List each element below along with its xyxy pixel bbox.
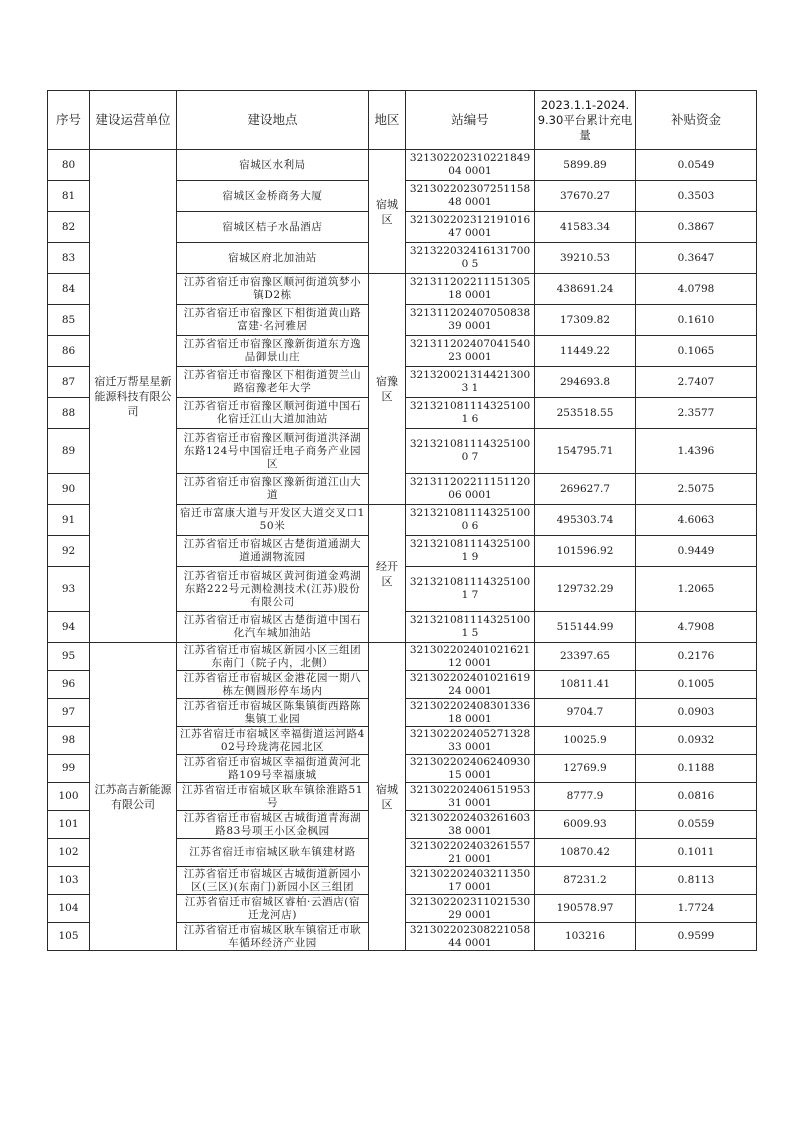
energy-cell: 103216 — [535, 923, 636, 951]
energy-cell: 10870.42 — [535, 839, 636, 867]
region-cell-sucheng: 宿城区 — [369, 150, 406, 274]
subsidy-cell: 0.1011 — [636, 839, 757, 867]
energy-cell: 23397.65 — [535, 643, 636, 671]
subsidy-cell: 2.3577 — [636, 398, 757, 429]
energy-cell: 101596.92 — [535, 536, 636, 567]
location-cell: 江苏省宿迁市宿城区幸福街道运河路402号玲珑湾花园北区 — [177, 727, 369, 755]
location-cell: 江苏省宿迁市宿城区古城街道新园小区(三区)(东南门)新园小区三组团 — [177, 867, 369, 895]
seq-cell: 82 — [48, 212, 90, 243]
station-cell: 3213220324161317000 5 — [406, 243, 535, 274]
subsidy-cell: 0.2176 — [636, 643, 757, 671]
seq-cell: 85 — [48, 305, 90, 336]
location-cell: 江苏省宿迁市宿城区睿柏·云酒店(宿迁龙河店) — [177, 895, 369, 923]
seq-cell: 83 — [48, 243, 90, 274]
subsidy-cell: 4.0798 — [636, 274, 757, 305]
energy-cell: 129732.29 — [535, 567, 636, 612]
station-cell: 32131120221115112006 0001 — [406, 474, 535, 505]
seq-cell: 81 — [48, 181, 90, 212]
station-cell: 3213210811143251000 6 — [406, 505, 535, 536]
seq-cell: 104 — [48, 895, 90, 923]
subsidy-cell: 1.7724 — [636, 895, 757, 923]
location-cell: 江苏省宿迁市宿城区幸福街道黄河北路109号幸福康城 — [177, 755, 369, 783]
station-cell: 32130220240830133618 0001 — [406, 699, 535, 727]
location-cell: 江苏省宿迁市宿城区耿车镇宿迁市耿车循环经济产业园 — [177, 923, 369, 951]
location-cell: 江苏省宿迁市宿城区新园小区三组团东南门（院子内，北侧） — [177, 643, 369, 671]
subsidy-cell: 0.3647 — [636, 243, 757, 274]
subsidy-cell: 4.6063 — [636, 505, 757, 536]
unit-cell-wanbang: 宿迁万帮星星新能源科技有限公司 — [90, 150, 177, 643]
location-cell: 江苏省宿迁市宿城区金港花园一期八栋左侧圆形停车场内 — [177, 671, 369, 699]
subsidy-cell: 0.0549 — [636, 150, 757, 181]
location-cell: 江苏省宿迁市宿城区陈集镇街西路陈集镇工业园 — [177, 699, 369, 727]
station-cell: 32130220240615195331 0001 — [406, 783, 535, 811]
subsidy-cell: 0.1005 — [636, 671, 757, 699]
energy-cell: 269627.7 — [535, 474, 636, 505]
location-cell: 宿城区府北加油站 — [177, 243, 369, 274]
location-cell: 江苏省宿迁市宿城区古楚街道通湖大道通湖物流园 — [177, 536, 369, 567]
location-cell: 江苏省宿迁市宿城区古城街道青海湖路83号项王小区金枫园 — [177, 811, 369, 839]
station-cell: 32130220240102162112 0001 — [406, 643, 535, 671]
subsidy-cell: 2.5075 — [636, 474, 757, 505]
station-cell: 32131120240704154023 0001 — [406, 336, 535, 367]
header-seq: 序号 — [48, 91, 90, 150]
header-subsidy: 补贴资金 — [636, 91, 757, 150]
seq-cell: 88 — [48, 398, 90, 429]
region-cell-sucheng-b: 宿城区 — [369, 643, 406, 951]
seq-cell: 91 — [48, 505, 90, 536]
seq-cell: 80 — [48, 150, 90, 181]
energy-cell: 11449.22 — [535, 336, 636, 367]
location-cell: 宿城区水利局 — [177, 150, 369, 181]
station-cell: 32130220231219101647 0001 — [406, 212, 535, 243]
subsidy-cell: 0.0559 — [636, 811, 757, 839]
seq-cell: 87 — [48, 367, 90, 398]
header-energy: 2023.1.1-2024.9.30平台累计充电量 — [535, 91, 636, 150]
energy-cell: 9704.7 — [535, 699, 636, 727]
subsidy-cell: 0.3503 — [636, 181, 757, 212]
energy-cell: 10025.9 — [535, 727, 636, 755]
station-cell: 32130220240321135017 0001 — [406, 867, 535, 895]
subsidy-cell: 0.1065 — [636, 336, 757, 367]
location-cell: 江苏省宿迁市宿城区耿车镇徐淮路51号 — [177, 783, 369, 811]
table-row — [48, 150, 757, 181]
seq-cell: 101 — [48, 811, 90, 839]
station-cell: 3213200213144213003 1 — [406, 367, 535, 398]
seq-cell: 103 — [48, 867, 90, 895]
station-cell: 32130220240527132833 0001 — [406, 727, 535, 755]
station-cell: 32130220240102161924 0001 — [406, 671, 535, 699]
station-cell: 32131120221115130518 0001 — [406, 274, 535, 305]
subsidy-cell: 0.0932 — [636, 727, 757, 755]
unit-cell-gaoji: 江苏高吉新能源有限公司 — [90, 643, 177, 951]
station-cell: 32130220240326155721 0001 — [406, 839, 535, 867]
location-cell: 江苏省宿迁市宿城区黄河街道金鸡湖东路222号元测检测技术(江苏)股份有限公司 — [177, 567, 369, 612]
station-cell: 32130220231102153029 0001 — [406, 895, 535, 923]
seq-cell: 102 — [48, 839, 90, 867]
seq-cell: 99 — [48, 755, 90, 783]
subsidy-cell: 0.8113 — [636, 867, 757, 895]
subsidy-cell: 0.0816 — [636, 783, 757, 811]
subsidy-cell: 0.3867 — [636, 212, 757, 243]
energy-cell: 5899.89 — [535, 150, 636, 181]
subsidy-cell: 2.7407 — [636, 367, 757, 398]
station-cell: 3213210811143251001 6 — [406, 398, 535, 429]
subsidy-cell: 1.4396 — [636, 429, 757, 474]
energy-cell: 12769.9 — [535, 755, 636, 783]
seq-cell: 92 — [48, 536, 90, 567]
subsidy-table — [47, 90, 757, 951]
energy-cell: 515144.99 — [535, 612, 636, 643]
seq-cell: 100 — [48, 783, 90, 811]
subsidy-cell: 0.9599 — [636, 923, 757, 951]
station-cell: 3213210811143251001 9 — [406, 536, 535, 567]
energy-cell: 17309.82 — [535, 305, 636, 336]
energy-cell: 37670.27 — [535, 181, 636, 212]
seq-cell: 93 — [48, 567, 90, 612]
subsidy-cell: 0.1188 — [636, 755, 757, 783]
energy-cell: 190578.97 — [535, 895, 636, 923]
region-cell-suyu: 宿豫区 — [369, 274, 406, 505]
location-cell: 江苏省宿迁市宿豫区顺河街道中国石化宿迁江山大道加油站 — [177, 398, 369, 429]
location-cell: 江苏省宿迁市宿豫区豫新街道江山大道 — [177, 474, 369, 505]
energy-cell: 41583.34 — [535, 212, 636, 243]
table-header-row — [48, 91, 757, 150]
energy-cell: 495303.74 — [535, 505, 636, 536]
seq-cell: 95 — [48, 643, 90, 671]
subsidy-cell: 1.2065 — [636, 567, 757, 612]
seq-cell: 89 — [48, 429, 90, 474]
energy-cell: 8777.9 — [535, 783, 636, 811]
location-cell: 江苏省宿迁市宿豫区下相街道黄山路富建·名河雅居 — [177, 305, 369, 336]
seq-cell: 96 — [48, 671, 90, 699]
location-cell: 江苏省宿迁市宿豫区顺河街道筑梦小镇D2栋 — [177, 274, 369, 305]
location-cell: 宿城区金桥商务大厦 — [177, 181, 369, 212]
station-cell: 3213210811143251001 5 — [406, 612, 535, 643]
location-cell: 江苏省宿迁市宿豫区顺河街道洪泽湖东路124号中国宿迁电子商务产业园区 — [177, 429, 369, 474]
energy-cell: 6009.93 — [535, 811, 636, 839]
energy-cell: 154795.71 — [535, 429, 636, 474]
seq-cell: 105 — [48, 923, 90, 951]
seq-cell: 98 — [48, 727, 90, 755]
location-cell: 江苏省宿迁市宿城区古楚街道中国石化汽车城加油站 — [177, 612, 369, 643]
station-cell: 3213210811143251001 7 — [406, 567, 535, 612]
energy-cell: 39210.53 — [535, 243, 636, 274]
energy-cell: 438691.24 — [535, 274, 636, 305]
energy-cell: 10811.41 — [535, 671, 636, 699]
energy-cell: 294693.8 — [535, 367, 636, 398]
location-cell: 宿城区桔子水晶酒店 — [177, 212, 369, 243]
subsidy-cell: 0.1610 — [636, 305, 757, 336]
header-location: 建设地点 — [177, 91, 369, 150]
seq-cell: 94 — [48, 612, 90, 643]
station-cell: 32130220230725115848 0001 — [406, 181, 535, 212]
table-row — [48, 643, 757, 671]
subsidy-cell: 0.0903 — [636, 699, 757, 727]
seq-cell: 84 — [48, 274, 90, 305]
energy-cell: 253518.55 — [535, 398, 636, 429]
location-cell: 江苏省宿迁市宿豫区下相街道贺兰山路宿豫老年大学 — [177, 367, 369, 398]
subsidy-cell: 0.9449 — [636, 536, 757, 567]
location-cell: 宿迁市富康大道与开发区大道交叉口150米 — [177, 505, 369, 536]
location-cell: 江苏省宿迁市宿豫区豫新街道东方逸品御景山庄 — [177, 336, 369, 367]
subsidy-cell: 4.7908 — [636, 612, 757, 643]
station-cell: 32131120240705083839 0001 — [406, 305, 535, 336]
station-cell: 32130220231022184904 0001 — [406, 150, 535, 181]
header-region: 地区 — [369, 91, 406, 150]
region-cell-jingkai: 经开区 — [369, 505, 406, 643]
station-cell: 32130220240326160338 0001 — [406, 811, 535, 839]
station-cell: 32130220240624093015 0001 — [406, 755, 535, 783]
location-cell: 江苏省宿迁市宿城区耿车镇建材路 — [177, 839, 369, 867]
header-station: 站编号 — [406, 91, 535, 150]
seq-cell: 97 — [48, 699, 90, 727]
header-unit: 建设运营单位 — [90, 91, 177, 150]
station-cell: 32130220230822105844 0001 — [406, 923, 535, 951]
seq-cell: 90 — [48, 474, 90, 505]
station-cell: 3213210811143251000 7 — [406, 429, 535, 474]
energy-cell: 87231.2 — [535, 867, 636, 895]
seq-cell: 86 — [48, 336, 90, 367]
